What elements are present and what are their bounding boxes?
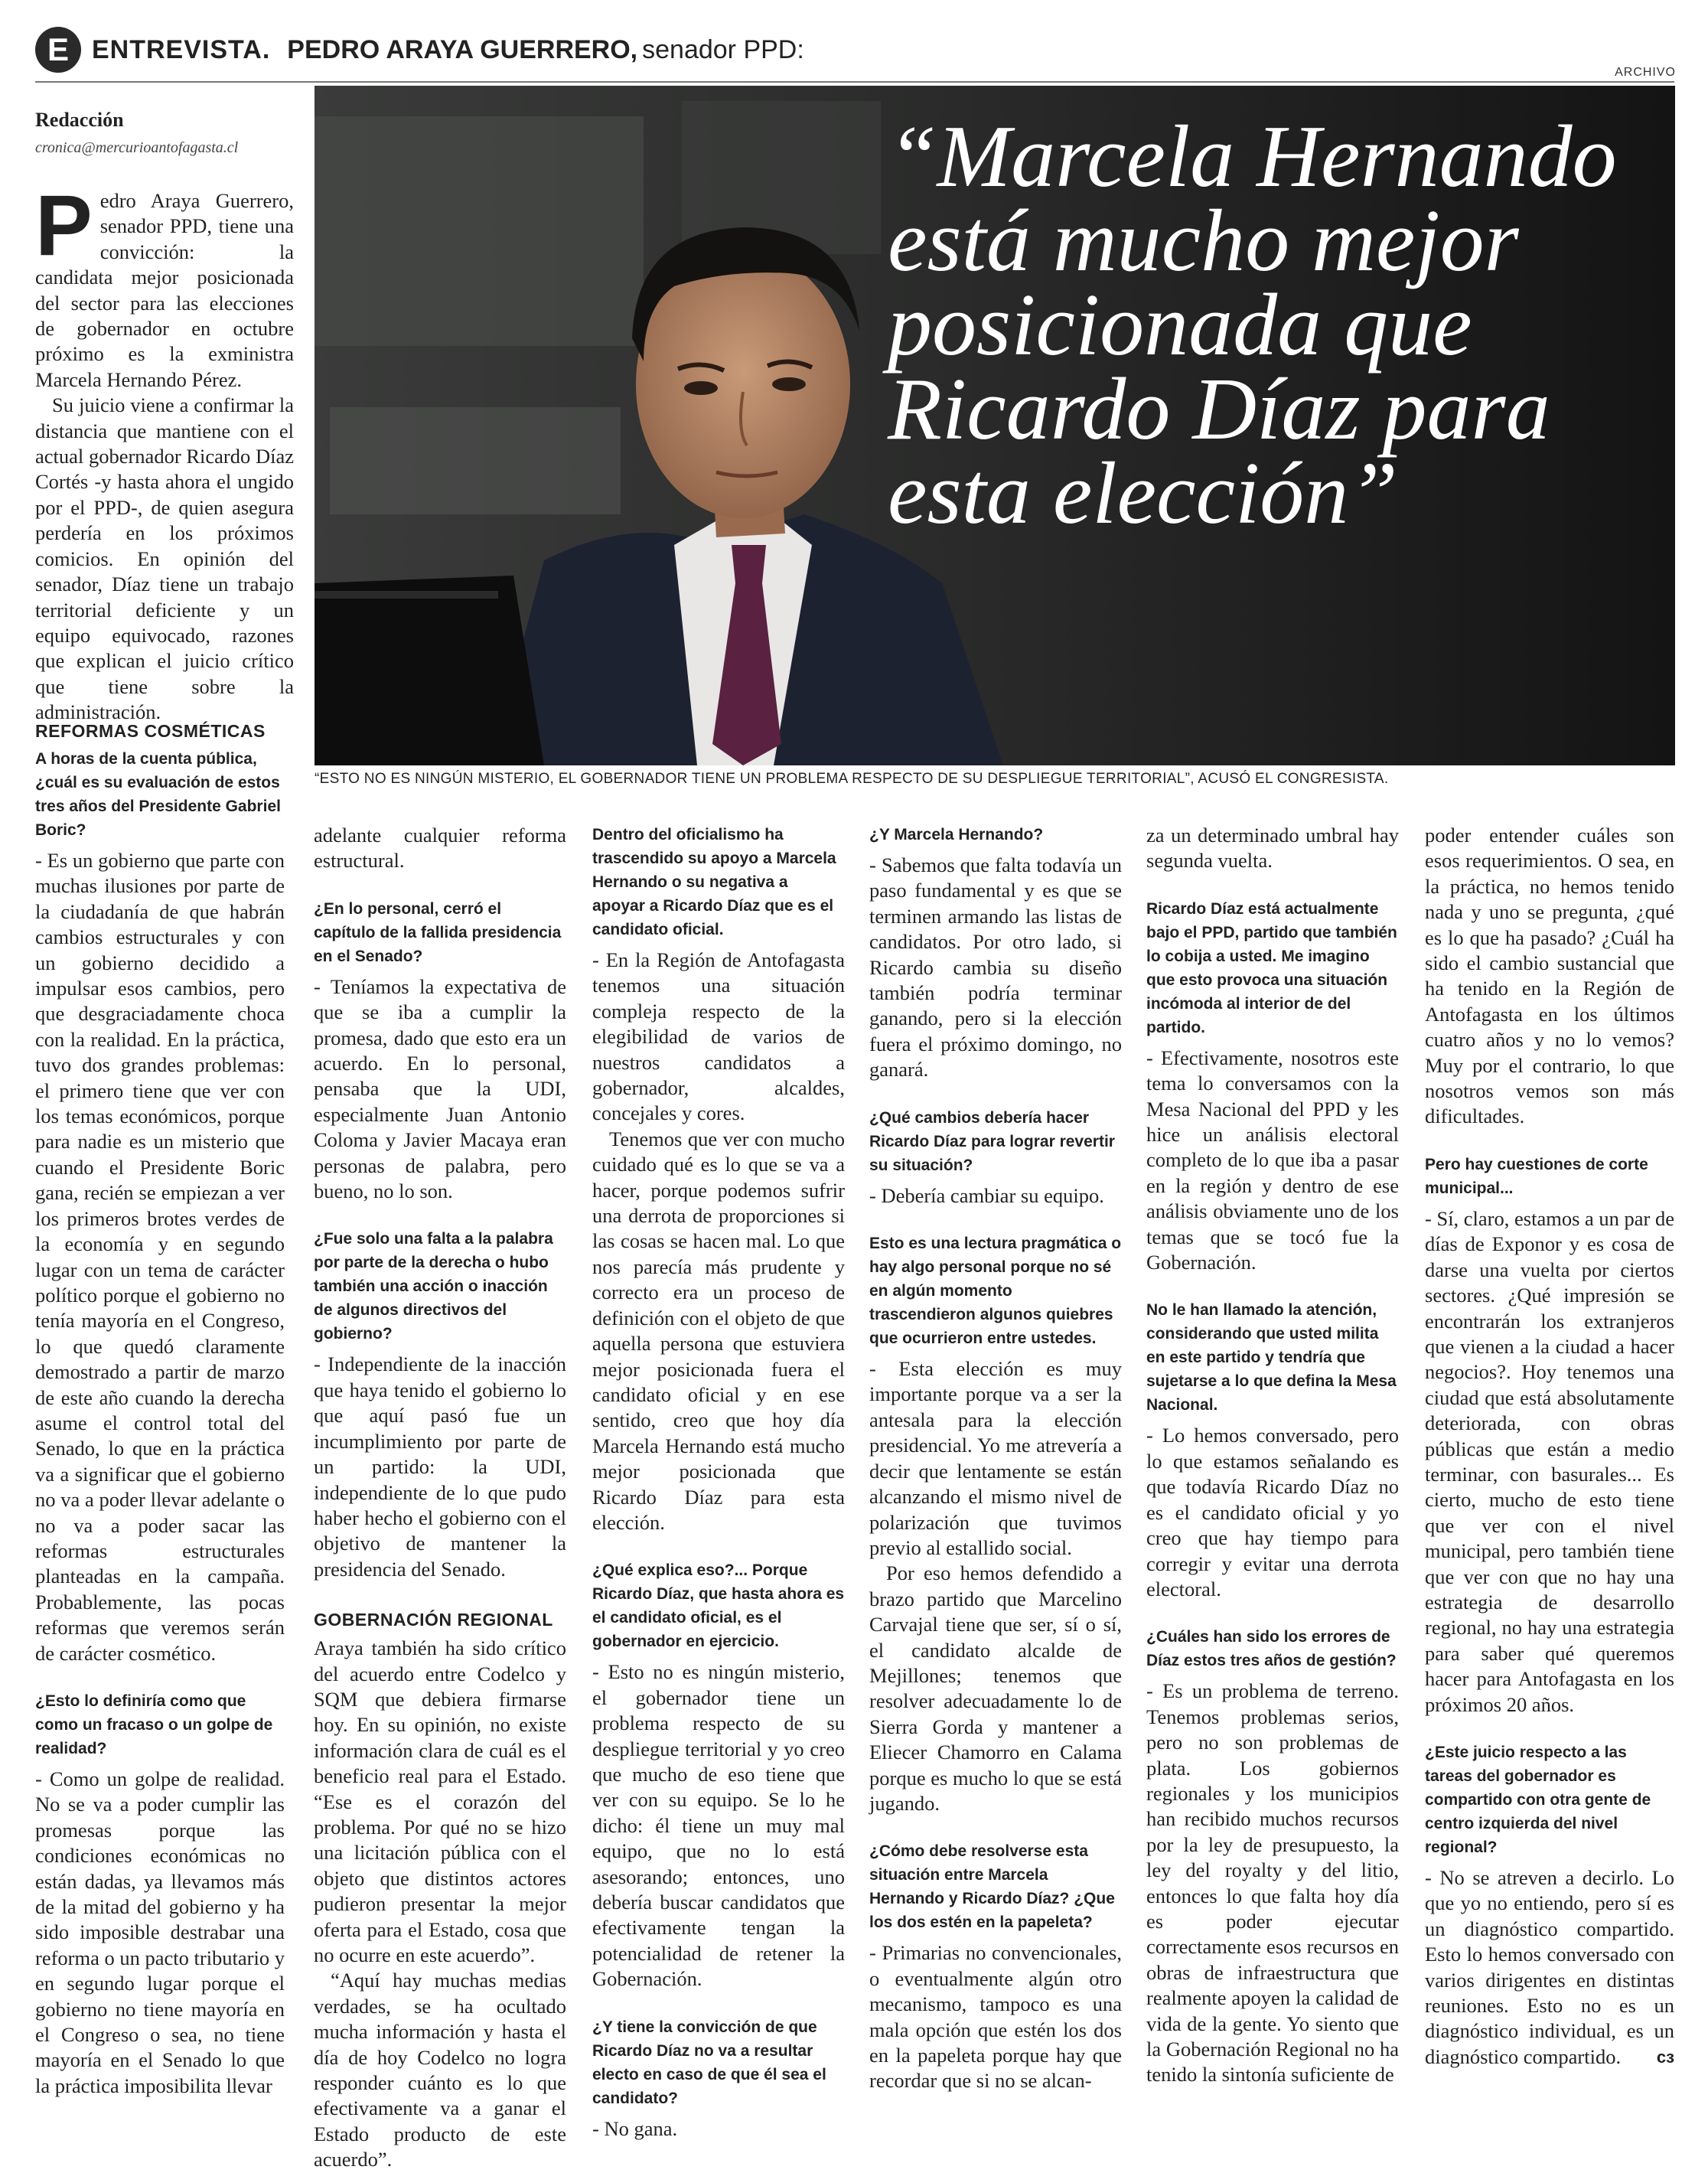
interviewee-name: PEDRO ARAYA GUERRERO, <box>287 34 638 64</box>
end-mark-icon: ᴄɜ <box>1656 2047 1674 2067</box>
senator-photo <box>315 86 1675 765</box>
body-column-4 <box>869 823 1122 2094</box>
question: ¿Y Marcela Hernando? <box>869 826 1044 843</box>
body-column-1 <box>35 719 285 2099</box>
subhead-gobernacion: GOBERNACIÓN REGIONAL <box>314 1610 553 1630</box>
lead-text: edro Araya Guerrero, senador PPD, tiene una convicción: la candidata mejor posicionada del sector para las elecciones de gobernador en octubre próximo es la exministra Marcela Hernando Pérez. <box>35 189 294 391</box>
answer-continued: Tenemos que ver con mucho cuidado qué es lo que se va a hacer, porque podemos sufrir una derrota de proporciones si las cosas se hacen mal. Lo que nos parecía más prudente y correcto era un proceso de definición con el objeto de que aquella persona que estuviera mejor posicionada fuera el candidato oficial y en ese sentido, creo que hoy día Marcela Hernando está mucho mejor posicionada que Ricardo Díaz para esta elección. <box>592 1127 845 1534</box>
question: No le han llamado la atención, considerando que usted milita en este partido y tendría que sujetarse a lo que defina la Mesa Nacional. <box>1146 1301 1397 1414</box>
answer: - Primarias no convencionales, o eventualmente algún otro mecanismo, tampoco es una mala opción que estén los dos en la papeleta porque hay que recordar que si no se alcan- <box>869 1941 1122 2093</box>
body-column-5 <box>1146 823 1399 2088</box>
answer: - Es un problema de terreno. Tenemos problemas serios, pero no son problemas de plata. Los gobiernos regionales y los municipios han recibido muchos recursos por la ley de presupuesto, la ley del royalty y del litio, entonces lo que falta hoy día es poder ejecutar correctamente esos recursos en obras de infraestructura que realmente apoyen la calidad de vida de la gente. Yo siento que la Gobernación Regional no ha tenido la sintonía suficiente de <box>1146 1679 1399 2087</box>
answer-continued: poder entender cuáles son esos requerimientos. O sea, en la práctica, no hemos tenido nada y uno se pregunta, ¿qué es lo que ha pasado? ¿Cuál ha sido el cambio sustancial que ha tenido en la Región de Antofagasta en los últimos cuatro años y no lo vemos? Muy por el contrario, lo que nosotros vemos son más dificultades. <box>1425 824 1674 1128</box>
answer: - Independiente de la inacción que haya tenido el gobierno lo que aquí pasó fue un incumplimiento por parte de un partido: la UDI, independiente de lo que pudo haber hecho el gobierno con el objetivo de mantener la presidencia del Senado. <box>314 1352 566 1581</box>
answer: - Sabemos que falta todavía un paso fundamental y es que se terminen armando las listas de candidatos. Por otro lado, si Ricardo cambia su diseño también podría terminar ganando, pero si la elección fuera el próximo domingo, no ganará. <box>869 853 1122 1082</box>
answer-continued: za un determinado umbral hay segunda vuelta. <box>1146 824 1399 873</box>
headline-quote: “Marcela Hernando está mucho mejor posicionada que Ricardo Díaz para esta elección” <box>888 108 1617 543</box>
article-header <box>35 26 804 73</box>
answer: - Lo hemos conversado, pero lo que estamos señalando es que todavía Ricardo Díaz no es el candidato oficial y yo creo que hay tiempo para corregir y evitar una derrota electoral. <box>1146 1424 1399 1600</box>
answer-continued: adelante cualquier reforma estructural. <box>314 824 566 873</box>
byline-author: Redacción <box>35 109 124 131</box>
body-paragraph: Araya también ha sido crítico del acuerdo entre Codelco y SQM que debiera firmarse hoy. En su opinión, no existe información clara de cuál es el beneficio real para el Estado. “Ese es el corazón del problema. Por qué no se hizo una licitación pública con el objeto que distintos actores pudieron presentar la mejor oferta para el Estado, cosa que no ocurre en este acuerdo”. <box>314 1636 566 1966</box>
answer: - En la Región de Antofagasta tenemos una situación compleja respecto de la elegibilidad de varios de nuestros candidatos a gobernador, alcaldes, concejales y cores. <box>592 948 845 1125</box>
answer: - Esta elección es muy importante porque va a ser la antesala para la elección presidencial. Yo me atrevería a decir que lentamente se están alcanzando el mismo nivel de polarización que tuvimos previo al estallido social. <box>869 1357 1122 1559</box>
photo-credit: ARCHIVO <box>1615 66 1676 79</box>
section-logo-icon: E <box>35 27 81 73</box>
question: Ricardo Díaz está actualmente bajo el PPD, partido que también lo cobija a usted. Me imagino que esto provoca una situación incómoda al interior de del partido. <box>1146 899 1397 1036</box>
question: ¿Esto lo definiría como que como un fracaso o un golpe de realidad? <box>35 1692 273 1757</box>
section-label: ENTREVISTA. <box>92 34 271 64</box>
answer: - Como un golpe de realidad. No se va a poder cumplir las promesas porque las condiciones económicas no están dadas, ya llevamos más de la mitad del gobierno y ha sido imposible destrabar una reforma o un pacto tributario y en segundo lugar porque el gobierno no tiene mayoría en el Congreso o sea, no tiene mayoría en el Senado lo que la práctica imposibilita llevar <box>35 1767 285 2097</box>
subhead-reformas: REFORMAS COSMÉTICAS <box>35 721 266 741</box>
question: A horas de la cuenta pública, ¿cuál es su evaluación de estos tres años del Presidente Gabriel Boric? <box>35 750 281 839</box>
question: ¿Fue solo una falta a la palabra por parte de la derecha o hubo también una acción o inacción de algunos directivos del gobierno? <box>314 1230 553 1343</box>
question: ¿En lo personal, cerró el capítulo de la fallida presidencia en el Senado? <box>314 899 562 965</box>
question: Esto es una lectura pragmática o hay algo personal porque no sé en algún momento trascendieron algunos quiebres que ocurrieron entre ustedes. <box>869 1235 1122 1348</box>
answer: - Esto no es ningún misterio, el gobernador tiene un problema respecto de su despliegue territorial y yo creo que mucho de eso tiene que ver con su equipo. Se lo he dicho: él tiene un muy mal equipo, que no lo está asesorando; entonces, uno debería buscar candidatos que efectivamente tengan la potencialidad de retener la Gobernación. <box>592 1660 845 1991</box>
question: ¿Qué explica eso?... Porque Ricardo Díaz, que hasta ahora es el candidato oficial, es el gobernador en ejercicio. <box>592 1561 845 1651</box>
lead-column <box>35 178 294 726</box>
question: ¿Cuáles han sido los errores de Díaz estos tres años de gestión? <box>1146 1628 1397 1670</box>
body-paragraph: “Aquí hay muchas medias verdades, se ha ocultado mucha información y hasta el día de hoy Codelco no logra responder cuánto es lo que efectivamente va a ganar el Estado producto de este acuerdo”. <box>314 1969 566 2171</box>
body-column-6 <box>1425 823 1674 2070</box>
question: ¿Y tiene la convicción de que Ricardo Díaz no va a resultar electo en caso de que él sea el candidato? <box>592 2018 826 2107</box>
answer-text: - No se atreven a decirlo. Lo que yo no entiendo, pero sí es un diagnóstico compartido. Esto lo hemos conversado con varios dirigentes en distintas reuniones. Esto no es un diagnóstico individual, es un diagnóstico compartido. <box>1425 1866 1674 2068</box>
answer: - Es un gobierno que parte con muchas ilusiones por parte de la ciudadanía de que habrán cambios estructurales y con un gobierno decidido a impulsar esos cambios, pero que desgraciadamente choca con la realidad. En la práctica, tuvo dos grandes problemas: el primero tiene que ver con los temas económicos, porque para nadie es un misterio que cuando el Presidente Boric gana, recién se empiezan a ver los primeros brotes verdes de la economía y en segundo lugar con un tema de carácter político porque el gobierno no tenía mayoría en el Congreso, lo que quedó claramente demostrado a partir de marzo de este año cuando la derecha asume el control total del Senado, lo que en la práctica va a significar que el gobierno no va a poder llevar adelante o no va a poder sacar las reformas estructurales planteadas en la campaña. Probablemente, las pocas reformas que veremos serán de carácter cosmético. <box>35 849 285 1665</box>
question: Dentro del oficialismo ha trascendido su apoyo a Marcela Hernando o su negativa a apoyar a Ricardo Díaz que es el candidato oficial. <box>592 826 836 938</box>
header-divider <box>35 81 1674 83</box>
question: ¿Cómo debe resolverse esta situación entre Marcela Hernando y Ricardo Díaz? ¿Que los dos estén en la papeleta? <box>869 1842 1115 1932</box>
lead-paragraph-2: Su juicio viene a confirmar la distancia que mantiene con el actual gobernador Ricardo Díaz Cortés -y hasta ahora el ungido por el PPD-, de quien asegura perdería en los próximos comicios. En opinión del senador, Díaz tiene un trabajo territorial deficiente y un equipo equivocado, razones que explican el juicio crítico que tiene sobre la administración. <box>35 393 294 724</box>
body-column-3 <box>592 823 845 2142</box>
answer-continued: Por eso hemos defendido a brazo partido que Marcelino Carvajal tiene que ser, sí o sí, el candidato alcalde de Mejillones; tenemos que resolver adecuadamente lo de Sierra Gorda y mantener a Eliecer Chamorro en Calama porque es mucho lo que se está jugando. <box>869 1561 1122 1815</box>
byline-email[interactable]: cronica@mercurioantofagasta.cl <box>35 139 239 156</box>
interviewee-role: senador PPD: <box>642 34 804 64</box>
question: ¿Este juicio respecto a las tareas del gobernador es compartido con otra gente de centro izquierda del nivel regional? <box>1425 1744 1651 1856</box>
byline <box>35 109 295 157</box>
answer: - Debería cambiar su equipo. <box>869 1183 1104 1207</box>
answer: - No gana. <box>592 2116 678 2140</box>
answer: - Efectivamente, nosotros este tema lo conversamos con la Mesa Nacional del PPD y les hice un análisis electoral completo de lo que iba a pasar en la región y dentro de ese análisis obviamente uno de los temas que se tocó fue la Gobernación. <box>1146 1046 1399 1274</box>
answer <box>1425 1865 1674 2070</box>
photo-caption: “ESTO NO ES NINGÚN MISTERIO, EL GOBERNADOR TIENE UN PROBLEMA RESPECTO DE SU DESPLIEGUE TERRITORIAL”, ACUSÓ EL CONGRESISTA. <box>315 771 1389 787</box>
answer: - Sí, claro, estamos a un par de días de Exponor y es cosa de darse una vuelta por ciertos sectores. ¿Qué impresión se encontrarán los extranjeros que vienen a la ciudad a hacer negocios?. Hoy tenemos una ciudad que está absolutamente deteriorada, con obras públicas que están a medio terminar, con basurales... Es cierto, mucho de esto tiene que ver con el nivel municipal, pero también tiene que ver con que no hay una estrategia de desarrollo regional, no hay una estrategia para saber qué queremos hacer para Antofagasta en los próximos 20 años. <box>1425 1206 1674 1716</box>
body-column-2 <box>314 823 566 2173</box>
answer: - Teníamos la expectativa de que se iba a cumplir la promesa, dado que esto era un acuerdo. En lo personal, pensaba que la UDI, especialmente Juan Antonio Coloma y Javier Macaya eran personas de palabra, pero bueno, no lo son. <box>314 974 566 1203</box>
question: Pero hay cuestiones de corte municipal... <box>1425 1155 1648 1197</box>
question: ¿Qué cambios debería hacer Ricardo Díaz para lograr revertir su situación? <box>869 1108 1115 1174</box>
lead-paragraph <box>35 178 294 393</box>
drop-cap: P <box>35 178 93 273</box>
